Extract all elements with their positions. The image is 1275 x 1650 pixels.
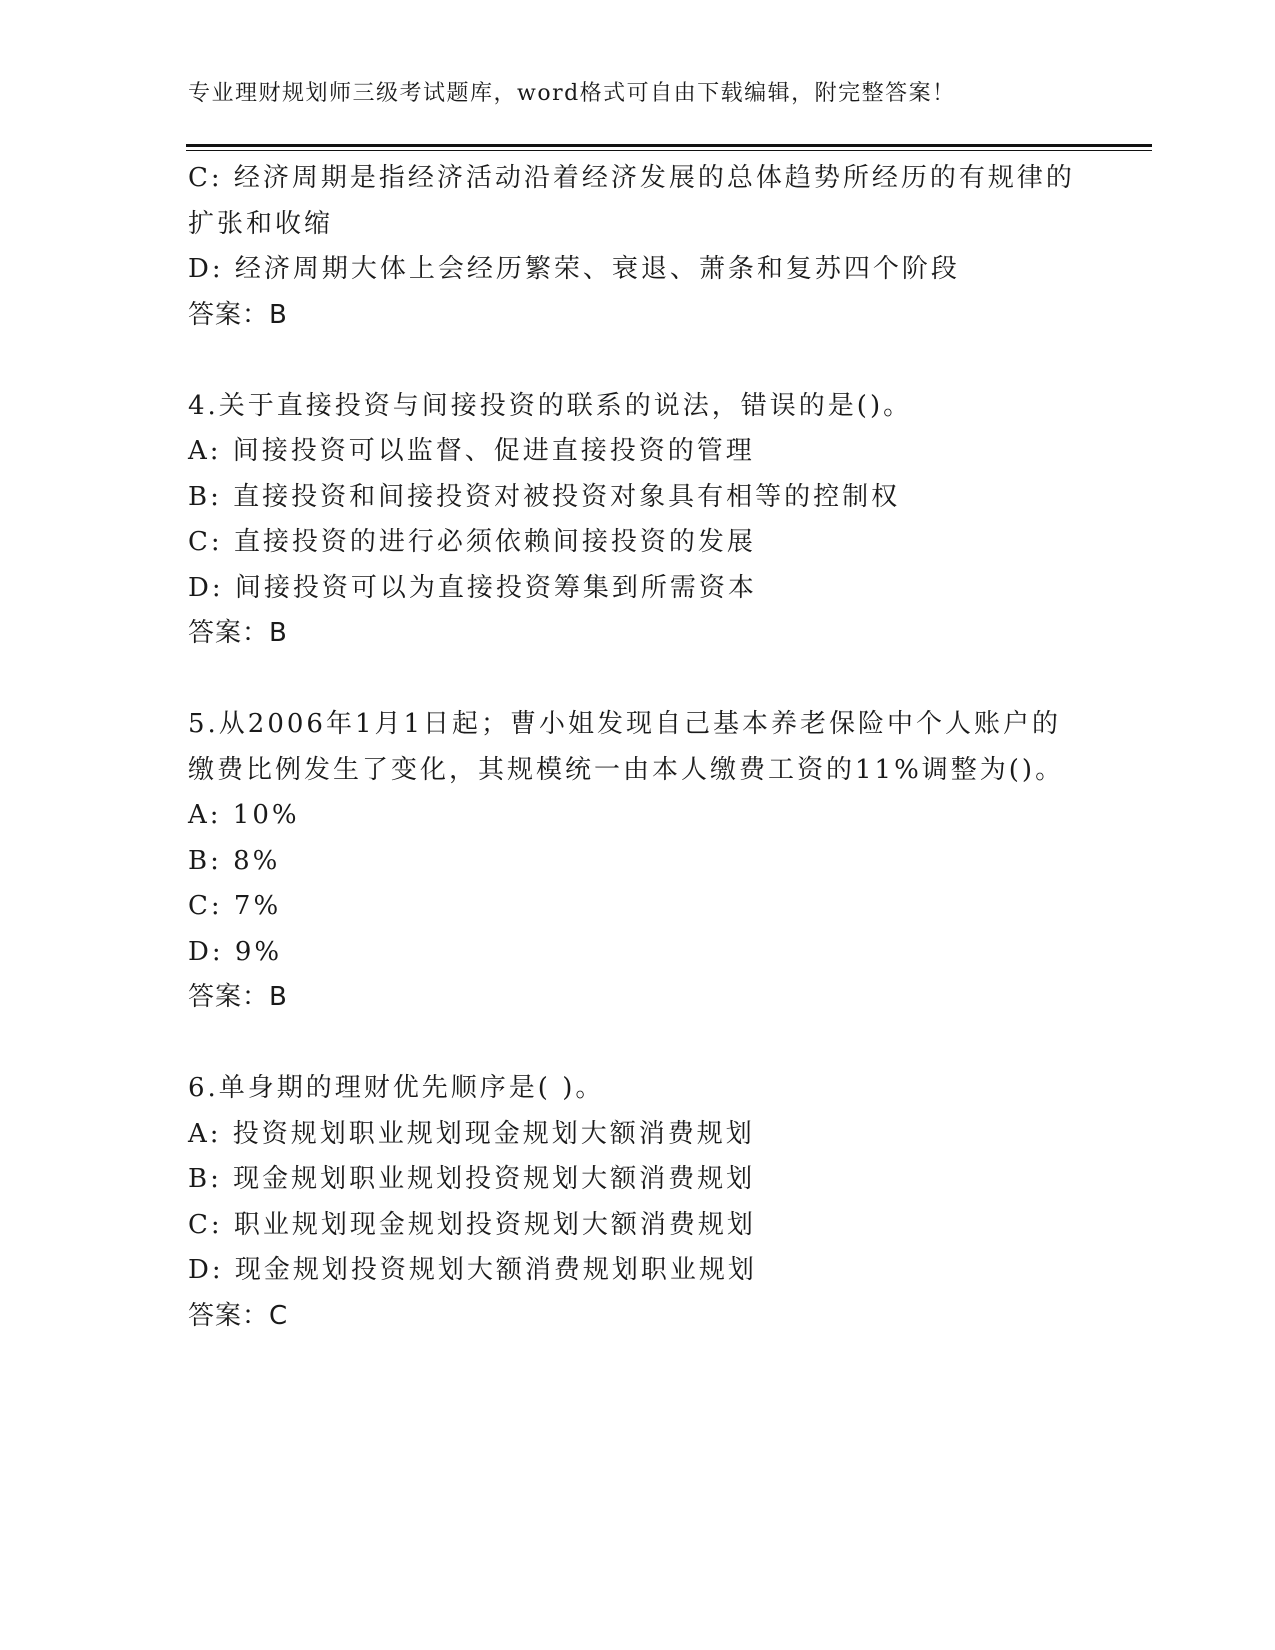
option-d: D: 现金规划投资规划大额消费规划职业规划 — [188, 1255, 757, 1285]
question-stem: 5.从2006年1月1日起；曹小姐发现自己基本养老保险中个人账户的 — [188, 709, 1062, 739]
option-c: C: 经济周期是指经济活动沿着经济发展的总体趋势所经历的有规律的 — [188, 163, 1075, 193]
header-rule-thick — [186, 144, 1152, 147]
option-b: B: 8% — [188, 845, 281, 876]
question-3-continued — [188, 156, 1088, 338]
option-a: A: 10% — [188, 800, 300, 830]
question-4 — [188, 384, 1088, 657]
header-rule-thin — [186, 150, 1152, 151]
spacer — [188, 338, 1088, 384]
option-d: D: 9% — [188, 936, 283, 967]
option-b: B: 现金规划职业规划投资规划大额消费规划 — [188, 1164, 756, 1194]
question-stem-continued: 缴费比例发生了变化，其规模统一由本人缴费工资的11%调整为()。 — [188, 754, 1065, 785]
option-c: C: 直接投资的进行必须依赖间接投资的发展 — [188, 527, 756, 557]
option-a: A: 间接投资可以监督、促进直接投资的管理 — [188, 436, 755, 466]
option-c-continued: 扩张和收缩 — [188, 208, 334, 239]
option-d: D: 间接投资可以为直接投资筹集到所需资本 — [188, 572, 757, 603]
option-d: D: 经济周期大体上会经历繁荣、衰退、萧条和复苏四个阶段 — [188, 254, 960, 284]
question-6 — [188, 1066, 1088, 1339]
answer: 答案：B — [188, 299, 288, 330]
question-stem: 6.单身期的理财优先顺序是( )。 — [188, 1073, 605, 1103]
spacer — [188, 1021, 1088, 1067]
page-header: 专业理财规划师三级考试题库，word格式可自由下载编辑，附完整答案！ — [188, 81, 956, 106]
option-c: C: 职业规划现金规划投资规划大额消费规划 — [188, 1209, 756, 1240]
answer: 答案：B — [188, 618, 288, 648]
option-c: C: 7% — [188, 891, 282, 921]
option-a: A: 投资规划职业规划现金规划大额消费规划 — [188, 1118, 755, 1149]
question-5 — [188, 702, 1088, 1021]
option-b: B: 直接投资和间接投资对被投资对象具有相等的控制权 — [188, 481, 901, 512]
question-stem: 4.关于直接投资与间接投资的联系的说法，错误的是()。 — [188, 390, 913, 421]
answer: 答案：C — [188, 1300, 289, 1331]
spacer — [188, 657, 1088, 703]
question-list — [188, 156, 1088, 1339]
answer: 答案：B — [188, 982, 288, 1012]
